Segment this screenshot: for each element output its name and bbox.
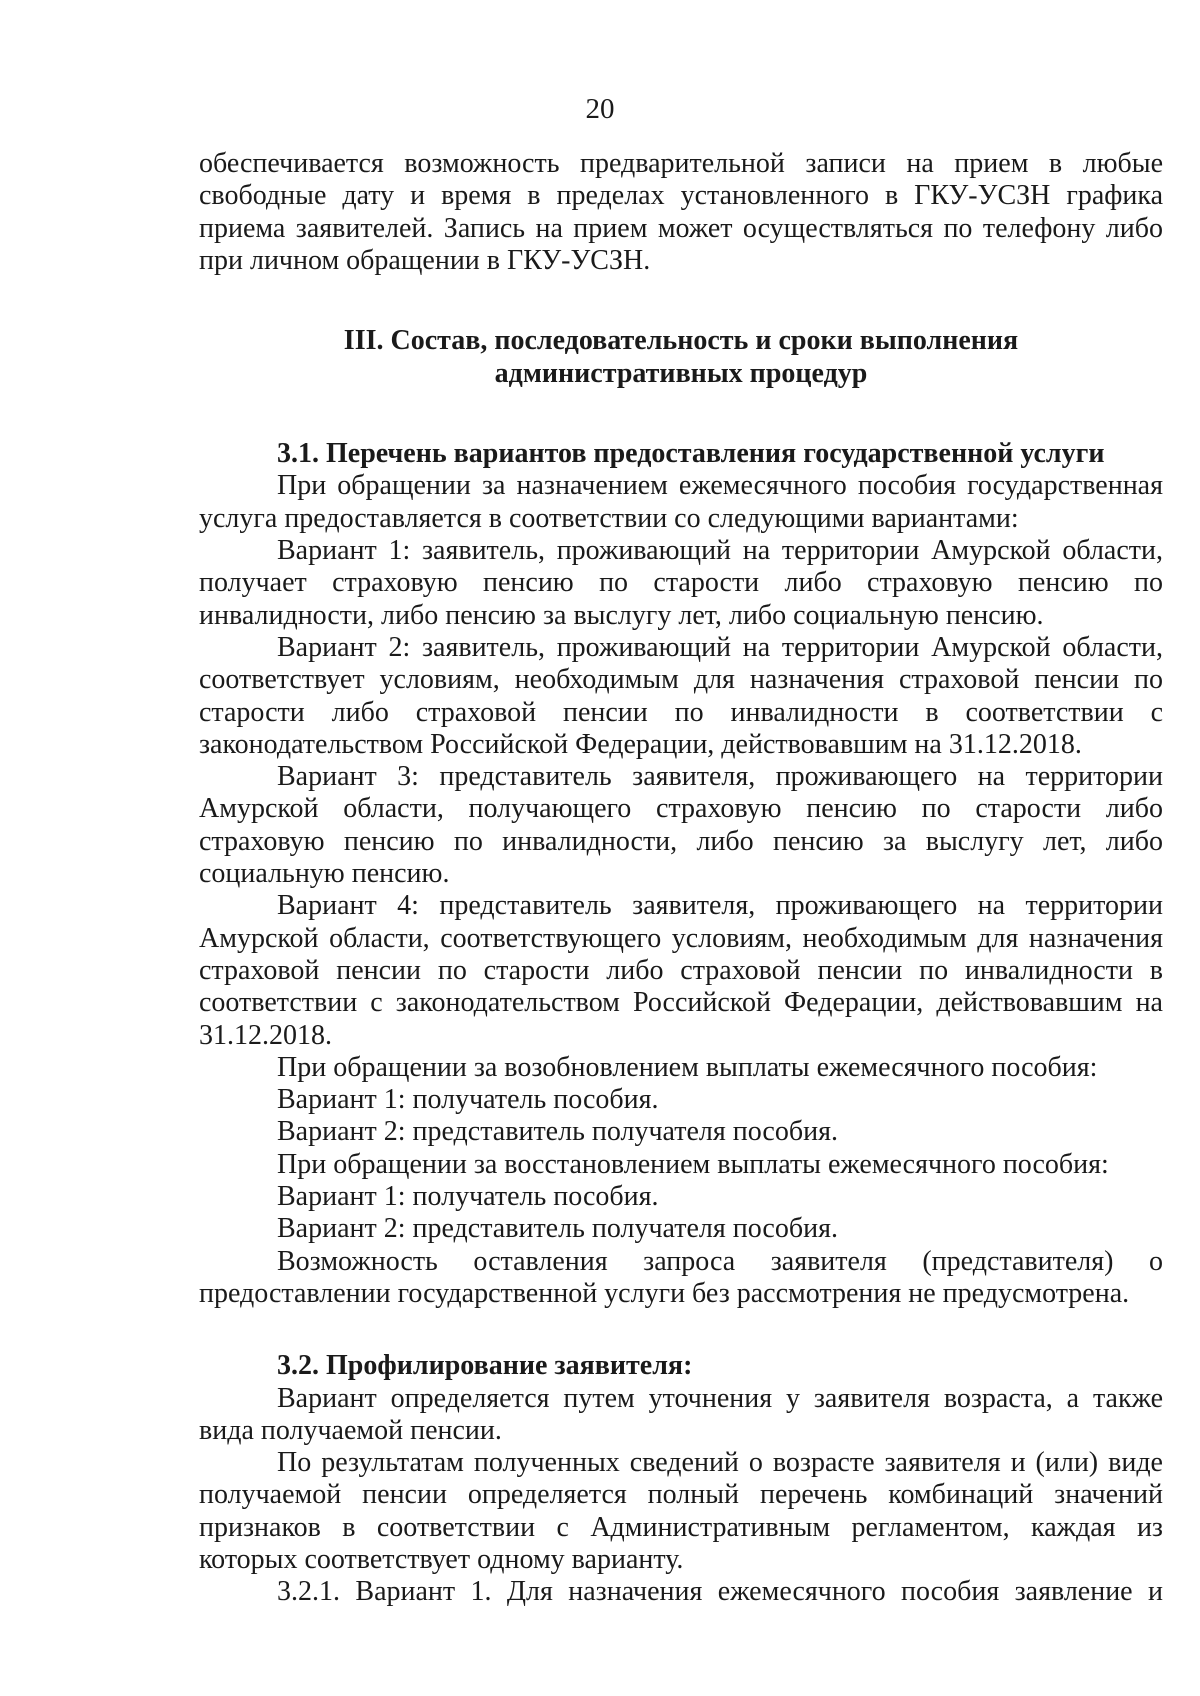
intro-paragraph: обеспечивается возможность предварительной записи на прием в любые свободные дату и время в пределах установленного в ГКУ-УСЗН графика приема заявителей. Запись на прием может осуществляться по телефону либо при личном обращении в ГКУ-УСЗН. xyxy=(199,148,1163,276)
variant-1-paragraph: Вариант 1: заявитель, проживающий на территории Амурской области, получает страховую пенсию по старости либо страховую пенсию по инвалидности, либо пенсию за выслугу лет, либо социальную пенсию. xyxy=(199,535,1163,631)
resume-intro: При обращении за возобновлением выплаты ежемесячного пособия: xyxy=(277,1051,1098,1083)
variant-2-paragraph: Вариант 2: заявитель, проживающий на территории Амурской области, соответствует условиям, необходимым для назначения страховой пенсии по старости либо страховой пенсии по инвалидности в соответствии с законодательством Российской Федерации, действовавшим на 31.12.2018. xyxy=(199,631,1163,760)
restore-variant-1: Вариант 1: получатель пособия. xyxy=(277,1181,659,1213)
subsection-3-1-heading: 3.1. Перечень вариантов предоставления государственной услуги xyxy=(277,438,1105,470)
variant-3-2-1-paragraph: 3.2.1. Вариант 1. Для назначения ежемесячного пособия заявление и xyxy=(277,1576,1163,1608)
section-title-line2: административных процедур xyxy=(494,357,868,389)
restore-intro: При обращении за восстановлением выплаты ежемесячного пособия: xyxy=(277,1148,1109,1180)
resume-variant-2: Вариант 2: представитель получателя пособия. xyxy=(277,1116,838,1148)
variant-3-paragraph: Вариант 3: представитель заявителя, проживающего на территории Амурской области, получающего страховую пенсию по старости либо страховую пенсию по инвалидности, либо пенсию за выслугу лет, либо социальную пенсию. xyxy=(199,761,1163,890)
subsection-3-2-heading: 3.2. Профилирование заявителя: xyxy=(277,1350,693,1382)
section-title-line1: III. Состав, последовательность и сроки выполнения xyxy=(343,325,1019,357)
restore-variant-2: Вариант 2: представитель получателя пособия. xyxy=(277,1213,838,1245)
paragraph-assignment-intro: При обращении за назначением ежемесячного пособия государственная услуга предоставляется в соответствии со следующими вариантами: xyxy=(199,470,1163,534)
profiling-paragraph-2: По результатам полученных сведений о возрасте заявителя и (или) виде получаемой пенсии определяется полный перечень комбинаций значений признаков в соответствии с Административным регламентом, каждая из которых соответствует одному варианту. xyxy=(199,1447,1163,1575)
variant-4-paragraph: Вариант 4: представитель заявителя, проживающего на территории Амурской области, соответствующего условиям, необходимым для назначения страховой пенсии по старости либо страховой пенсии по инвалидности в соответствии с законодательством Российской Федерации, действовавшим на 31.12.2018. xyxy=(199,890,1163,1051)
profiling-paragraph-1: Вариант определяется путем уточнения у заявителя возраста, а также вида получаемой пенсии. xyxy=(199,1382,1163,1446)
resume-variant-1: Вариант 1: получатель пособия. xyxy=(277,1084,659,1116)
document-body xyxy=(199,148,1163,1609)
no-review-paragraph: Возможность оставления запроса заявителя (представителя) о предоставлении государственной услуги без рассмотрения не предусмотрена. xyxy=(199,1245,1163,1309)
page-number: 20 xyxy=(585,93,615,125)
